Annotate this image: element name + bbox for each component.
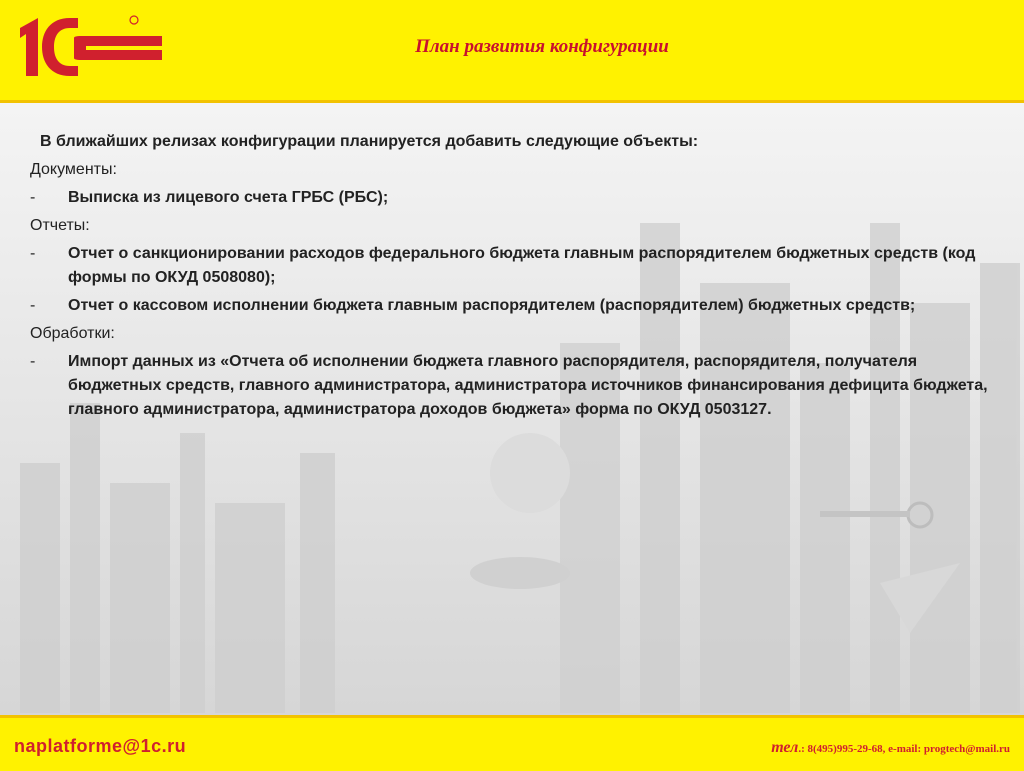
bullet-dash: -: [30, 245, 36, 262]
bullet-dash: -: [30, 297, 36, 314]
list-item-text: Отчет о санкционировании расходов федерального бюджета главным распорядителем бюджетных средств (код формы по ОКУД 0508080);: [68, 245, 976, 286]
list-item-text: Выписка из лицевого счета ГРБС (РБС);: [68, 189, 389, 206]
section-heading-reports: Отчеты:: [30, 217, 90, 234]
list-item: [30, 242, 990, 290]
header-bar: [0, 0, 1024, 103]
page-title: План развития конфигурации: [415, 36, 669, 57]
intro-text: В ближайших релизах конфигурации планируется добавить следующие объекты:: [40, 133, 699, 150]
contact-text: .: 8(495)995-29-68, e-mail: progtech@mail.ru: [798, 743, 1010, 755]
section-heading-processing: Обработки:: [30, 325, 115, 342]
footer-email-link[interactable]: naplatforme@1c.ru: [14, 736, 187, 756]
bullet-dash: -: [30, 189, 36, 206]
list-item-text: Отчет о кассовом исполнении бюджета главным распорядителем (распорядителем) бюджетных средств;: [68, 297, 916, 314]
list-item-text: Импорт данных из «Отчета об исполнении бюджета главного распорядителя, распорядителя, получателя бюджетных средств, главного администратора, администратора источников финансирования дефицита бюджета, главного администратора, администратора доходов бюджета» форма по ОКУД 0503127.: [68, 353, 988, 418]
footer-contact: [771, 739, 1010, 757]
tel-label: тел: [771, 739, 799, 756]
footer-bar: [0, 715, 1024, 771]
list-item: [30, 294, 990, 318]
section-heading-documents: Документы:: [30, 161, 117, 178]
bullet-dash: -: [30, 353, 36, 370]
list-item: [30, 350, 990, 422]
content-body: [30, 130, 990, 426]
list-item: [30, 186, 990, 210]
